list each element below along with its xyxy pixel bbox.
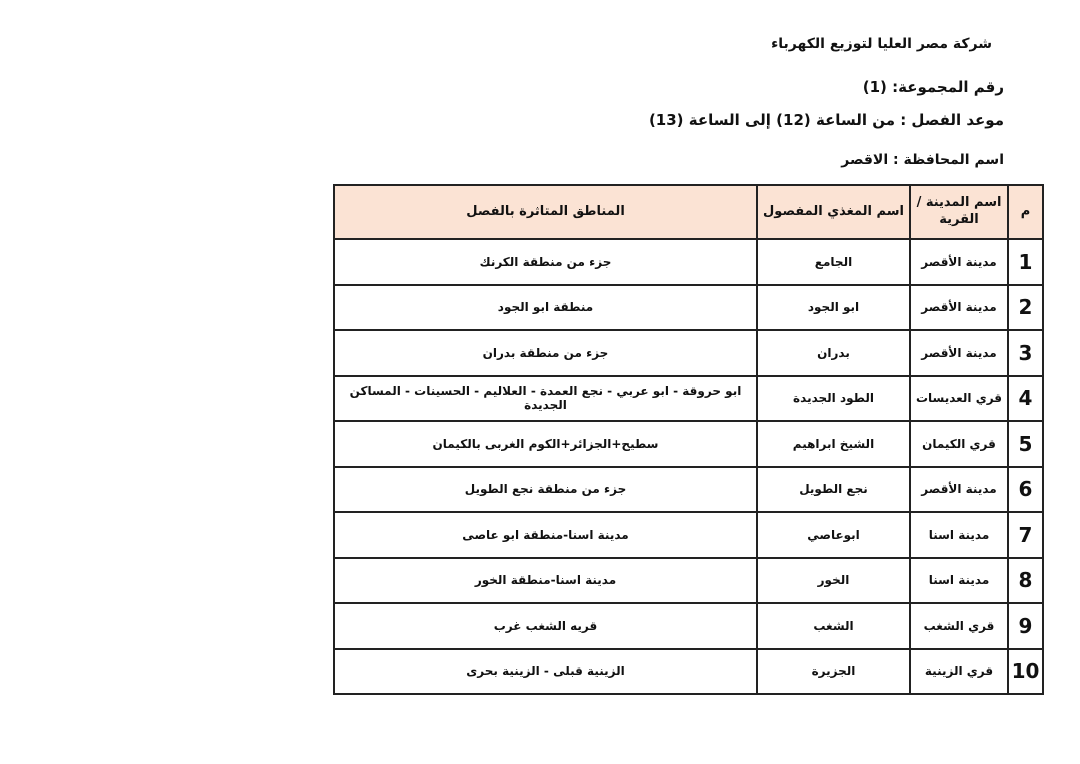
row-areas: قريه الشغب غرب: [334, 603, 757, 649]
table-row: [334, 558, 1043, 604]
row-city: قري الزينية: [910, 649, 1008, 695]
row-city: مدينة اسنا: [910, 558, 1008, 604]
outage-table: [333, 184, 1044, 695]
table-row: [334, 649, 1043, 695]
table-header-row: [334, 185, 1043, 239]
row-num: 8: [1008, 558, 1043, 604]
row-feeder: الجزيرة: [757, 649, 910, 695]
row-areas: جزء من منطقة بدران: [334, 330, 757, 376]
row-city: قري الكيمان: [910, 421, 1008, 467]
row-num: 2: [1008, 285, 1043, 331]
row-num: 7: [1008, 512, 1043, 558]
row-feeder: نجع الطويل: [757, 467, 910, 513]
table-row: [334, 376, 1043, 422]
col-header-feeder: اسم المغذي المفصول: [757, 185, 910, 239]
row-city: مدينة اسنا: [910, 512, 1008, 558]
row-city: مدينة الأقصر: [910, 239, 1008, 285]
table-row: [334, 512, 1043, 558]
table-row: [334, 239, 1043, 285]
row-feeder: الخور: [757, 558, 910, 604]
row-city: مدينة الأقصر: [910, 330, 1008, 376]
col-header-city: اسم المدينة / القرية: [910, 185, 1008, 239]
row-areas: مدينة اسنا-منطقة ابو عاصى: [334, 512, 757, 558]
row-areas: مدينة اسنا-منطقة الخور: [334, 558, 757, 604]
row-num: 4: [1008, 376, 1043, 422]
row-num: 3: [1008, 330, 1043, 376]
row-feeder: الجامع: [757, 239, 910, 285]
company-name: شركة مصر العليا لتوزيع الكهرباء: [771, 36, 992, 52]
table-row: [334, 285, 1043, 331]
row-num: 9: [1008, 603, 1043, 649]
row-num: 5: [1008, 421, 1043, 467]
table-row: [334, 467, 1043, 513]
table-row: [334, 603, 1043, 649]
row-feeder: بدران: [757, 330, 910, 376]
table-row: [334, 330, 1043, 376]
row-num: 1: [1008, 239, 1043, 285]
row-city: مدينة الأقصر: [910, 467, 1008, 513]
row-areas: الزينية قبلى - الزينية بحرى: [334, 649, 757, 695]
row-feeder: الشغب: [757, 603, 910, 649]
row-areas: ابو حروقة - ابو عربي - نجع العمدة - العلاليم - الحسينات - المساكن الجديدة: [334, 376, 757, 422]
group-number: رقم المجموعة: (1): [862, 78, 1004, 96]
col-header-num: م: [1008, 185, 1043, 239]
row-feeder: ابوعاصي: [757, 512, 910, 558]
row-city: قري الشغب: [910, 603, 1008, 649]
row-areas: منطقة ابو الجود: [334, 285, 757, 331]
row-feeder: الطود الجديدة: [757, 376, 910, 422]
col-header-areas: المناطق المتاثرة بالفصل: [334, 185, 757, 239]
row-areas: جزء من منطقة الكرنك: [334, 239, 757, 285]
row-areas: جزء من منطقة نجع الطويل: [334, 467, 757, 513]
row-city: قري العديسات: [910, 376, 1008, 422]
row-num: 6: [1008, 467, 1043, 513]
row-num: 10: [1008, 649, 1043, 695]
row-city: مدينة الأقصر: [910, 285, 1008, 331]
table-row: [334, 421, 1043, 467]
row-feeder: ابو الجود: [757, 285, 910, 331]
row-areas: سطيح+الجزائر+الكوم الغربى بالكيمان: [334, 421, 757, 467]
governorate-name: اسم المحافظة : الاقصر: [841, 152, 1004, 168]
cut-time: موعد الفصل : من الساعة (12) إلى الساعة (13): [648, 111, 1004, 129]
row-feeder: الشيخ ابراهيم: [757, 421, 910, 467]
